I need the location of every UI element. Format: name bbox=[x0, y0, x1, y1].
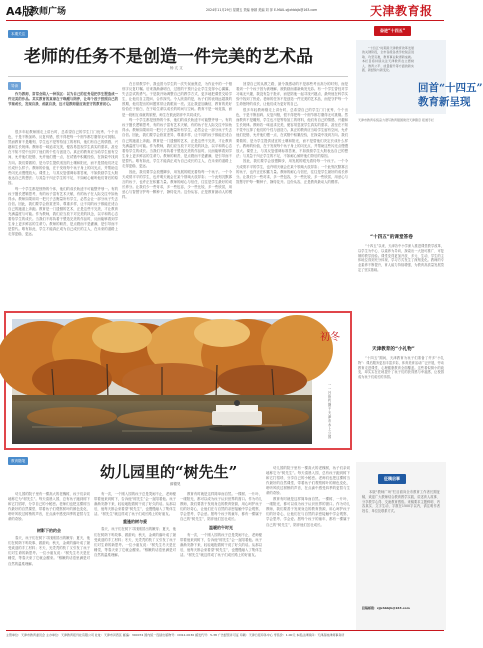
article2-subhead-1: 树影下的约会 bbox=[37, 528, 61, 534]
call-for-papers-contact: 投稿邮箱：zjjxhbbjb@163.com bbox=[362, 606, 410, 610]
article2-title: 幼儿园里的“树先生” bbox=[100, 463, 238, 481]
page-header bbox=[0, 0, 450, 22]
article1-column-2: 在日常教学中，我也曾为学生的一次失误而焦虑，为作业中的一个错别字反复叮嘱。后来我渐渐明白，过度的干预只会让学生变得小心翼翼，失去尝试的勇气。于是我开始调整自己的教学方式，更多地把课堂交给学生，让他们自主提问、合作探究。令人欣喜的是，孩子们的表现远超我的预期，他们提出的问题常常让我眼前一亮。这让我更加确信，教育的美好恰恰在于留白，在于给生命以成长的时间与空间。教育不是一场竞赛，而是一段相互成就的旅程，师生在彼此陪伴中共同成长。 每一个学生都是独特的个体，他们的成长轨迹不可能整齐划一。有的孩子擅长逻辑思考，有的孩子富有艺术天赋，有的孩子在人际交往中如鱼得水。教师如果用同一把尺子去衡量所有学生，必然会让一部分孩子失去自信。因此，我们要学会欣赏差异，尊重多样，让不同的孩子都能在适合自己的跑道上奔跑。教育是一门遗憾的艺术，正是这些不完美，才让教育充满温度与可能。作为教师，我们应当放下对完美的执念，以平和的心态看待学生的成长。当我们不再执着于塑造完美的作品时，反而能够看到学生身上更多鲜活的生命力。教师的职责，是点燃而不是灌满，是引导而不是替代。唯有如此，学生才能真正成为自己成长的主人，在未来的道路上走得更稳、更远。 因此，我们要学会放慢脚步，用发展的眼光看待每一个孩子。一个今天成绩平平的学生，也许明天就会在某个领域大放异彩；一个此刻沉默寡言的孩子，也许正在积蓄力量。教师的耐心与信任，往往是学生最好的成长养分。让我们少一些苛求，多一些包容，少一些比较，多一些欣赏，用爱心与智慧守护每一颗种子，静待花开。这份从容，正是教育最动人的模样。 bbox=[122, 82, 232, 200]
header-divider bbox=[6, 20, 444, 21]
section-name: 教师广场 bbox=[30, 7, 67, 17]
page-number: A4版 bbox=[6, 5, 34, 18]
sidebar-title-line-2: 教育新呈现 bbox=[418, 96, 471, 108]
sidebar-intro: “十四五”时期是天津教育改革发展的关键阶段，全市各级各类学校锐意进取、攻坚克难，教育事业取得新成就。本栏目将持续关注天津教育在立德树人、教育公平、质量提升等方面的新实践、新经验与新变化。 bbox=[362, 46, 414, 73]
article2-tag: 教育随笔 bbox=[8, 457, 28, 465]
article2-column-4: 幼儿园的院子里有一棵高大的老槐树，孩子们亲切地称它为“树先生”。每天清晨入园，总有孩子跑到树下和它打招呼，分享自己的小秘密。老师们也把这棵树当作最好的自然课堂，带着孩子们观察树叶的颜色变化、聆听风吹过树梢的声音，在点滴中感受四季的更替与生命的奇妙。 教育有时就是这样简单而自然。一棵树、一片叶、一缕阳光，都可以成为孩子认识世界的窗口。作为幼儿教师，我们要善于发现身边的教育资源，用心呵护孩子们的好奇心，让他们在与自然的亲密接触中学会观察、学会思考、学会爱。愿每个孩子的童年，都有一棵属于自己的“树先生”，陪伴他们茁壮成长。 bbox=[266, 466, 350, 527]
article2-column-1: 幼儿园的院子里有一棵高大的老槐树，孩子们亲切地称它为“树先生”。每天清晨入园，总有孩子跑到树下和它打招呼，分享自己的小秘密。老师们也把这棵树当作最好的自然课堂，带着孩子们观察树叶的颜色变化、聆听风吹过树梢的声音，在点滴中感受四季的更替与生命的奇妙。 树影下的约会 春天，孩子们在树下寻找刚冒出的嫩芽；夏天，他们在树荫下听故事、做游戏；秋天，金黄的落叶成了最受欢迎的手工材料；冬天，光秃秃的枝丫又引发了孩子们对生命的新思考。一位小朋友说：“树先生冬天是在睡觉，等春天来了它就会醒来。”稚嫩的话语里满是对自然的温柔理解。 bbox=[8, 492, 90, 566]
sidebar-item1-title: “十四五”的课堂答卷 bbox=[370, 235, 413, 240]
article1-divider bbox=[8, 76, 348, 77]
masthead-logo: 天津教育报 bbox=[370, 4, 433, 18]
article1-title: 老师的任务不是创造一件完美的艺术品 bbox=[24, 47, 313, 67]
footer-imprint: 主管单位：天津市教育委员会 主办单位：天津教育报刊社有限公司 社址：天津市河西区 邮编：300074 国内统一连续出版物号：CN12-0030 邮发代号：5-38 广告经营许可证 印刷：天津日报印务中心 零售价：1.00元 本报法律顾问：天津高地律师事务所 bbox=[6, 633, 345, 637]
sidebar bbox=[356, 24, 483, 624]
sidebar-item2-text: “十四五”期间，天津教育为孩子们准备了许多“小礼物”：课后服务更加丰富多彩，体育美育活动广泛开展，劳动教育走进课堂，心理健康教育全面覆盖。这些看似微小的改变，却实实在在地提升了孩子们的获得感与幸福感，让校园成为孩子们成长的乐园。 bbox=[358, 356, 444, 380]
call-for-papers-text: 本版“教师广场”栏目面向全市教育工作者长期征稿，欢迎广大教师结合教育教学实践，讲述育人故事、分享教学心得、交流教育感悟。来稿要求主题鲜明、内容真实、文字生动，字数在1500字以内，请注明作者姓名、单位及联系方式。 bbox=[362, 490, 440, 514]
sidebar-title-line-1: 回首“十四五” bbox=[418, 82, 483, 94]
article1-byline: 杨 亢 文 bbox=[170, 66, 183, 70]
article1-tag: 本期关注 bbox=[8, 30, 28, 38]
article1-column-3: 回望自己的从教之路，最令我感动的不是那些考出高分的时刻，而是看到一个个孩子因为被理解、被鼓励而重新焕发光彩。有一个学生曾经对学习毫无兴趣，我没有急于批评，而是陪他一起寻找兴趣点，最终他在科学实验中找到了热爱。老师的任务不是创造一件完美的艺术品，而是守护每一个生命独特的成长，让他们成为更好的自己。 很多年轻教师刚走上讲台时，总希望自己的学生门门优秀、个个出色，于是不断加码、反复纠错，恨不得把每一个细节都打磨得无可挑剔。然而教育不是雕刻，学生也不是等待加工的材料，他们有自己的情感、兴趣和生长规律。教师若一味追求完美，便容易忽视学生真实的需求，甚至在不知不觉中压抑了他们的个性与创造力。真正的教育应当给学生留有空间，允许他们犯错、允许他们慢一点，在试错中积累经验，在探索中找到方向。我们要做的，是为学生提供适宜的土壤和阳光，而不是替他们决定长成什么样子。教师的价值，在于发现每个孩子身上的闪光点，并帮助这些闪光点慢慢放大。课堂上，与其反复强调标准答案，不如鼓励学生大胆表达自己的想法；与其急于纠正学生的不足，不如耐心倾听他们背后的原因。 因此，我们要学会放慢脚步，用发展的眼光看待每一个孩子。一个今天成绩平平的学生，也许明天就会在某个领域大放异彩；一个此刻沉默寡言的孩子，也许正在积蓄力量。教师的耐心与信任，往往是学生最好的成长养分。让我们少一些苛求，多一些包容，少一些比较，多一些欣赏，用爱心与智慧守护每一颗种子，静待花开。这份从容，正是教育最动人的模样。 bbox=[236, 82, 348, 184]
photo-credit: 一一 吕欣竹 摄于天津市水上公园 bbox=[328, 383, 332, 439]
article2-column-3: 教育有时就是这样简单而自然。一棵树、一片叶、一缕阳光，都可以成为孩子认识世界的窗口。作为幼儿教师，我们要善于发现身边的教育资源，用心呵护孩子们的好奇心，让他们在与自然的亲密接触中学会观察、学会思考、学会爱。愿每个孩子的童年，都有一棵属于自己的“树先生”，陪伴他们茁壮成长。 温暖的午时光 有一次，一个刚入园的孩子总是哭闹不止，老师便带着他来到树下，告诉他“树先生”会一直陪着他。孩子渐渐安静下来，轻轻地抱着树干说了好久的话。从那以后，他每天都会来看望“树先生”，也慢慢融入了集体生活。“树先生”就这样成了孩子们成长路上的好朋友。 bbox=[180, 492, 262, 557]
article2-column-2: 有一次，一个刚入园的孩子总是哭闹不止，老师便带着他来到树下，告诉他“树先生”会一直陪着他。孩子渐渐安静下来，轻轻地抱着树干说了好久的话。从那以后，他每天都会来看望“树先生”，也慢慢融入了集体生活。“树先生”就这样成了孩子们成长路上的好朋友。 重逢的树与爱 春天，孩子们在树下寻找刚冒出的嫩芽；夏天，他们在树荫下听故事、做游戏；秋天，金黄的落叶成了最受欢迎的手工材料；冬天，光秃秃的枝丫又引发了孩子们对生命的新思考。一位小朋友说：“树先生冬天是在睡觉，等春天来了它就会醒来。”稚嫩的话语里满是对自然的温柔理解。 bbox=[94, 492, 176, 557]
footer-divider bbox=[6, 630, 444, 631]
article1-lead-tag: 导读 bbox=[8, 82, 21, 90]
sidebar-item1-text: “十四五”以来，天津各中小学深入推进课堂教学改革，以学生为中心、以素养为导向，探索出一大批可推广、可复制的教学经验。课堂变得更加开放、多元、生动，学生的主体地位得到充分体现，学习方式发生了深刻变化。教师的专业素养不断提升，育人能力持续增强，为教育高质量发展奠定了坚实基础。 bbox=[358, 244, 444, 272]
header-info: 2024年11月29日 星期五 责编 徐颖 美编 刘 萍 E-MAIL:zjjxhbbjb@163.com bbox=[206, 8, 318, 12]
sidebar-box-2 bbox=[356, 462, 446, 630]
article2-byline: 薛德昊 bbox=[170, 482, 181, 486]
autumn-lake-photo bbox=[12, 319, 312, 444]
sidebar-note: 天津市教育系统奋力谱写教育强国建设天津篇章 报道专栏 bbox=[358, 118, 434, 122]
sidebar-item2-title: 天津教育的“小礼物” bbox=[372, 347, 415, 352]
article1-column-1: 很多年轻教师刚走上讲台时，总希望自己的学生门门优秀、个个出色，于是不断加码、反复纠错，恨不得把每一个细节都打磨得无可挑剔。然而教育不是雕刻，学生也不是等待加工的材料，他们有自己的情感、兴趣和生长规律。教师若一味追求完美，便容易忽视学生真实的需求，甚至在不知不觉中压抑了他们的个性与创造力。真正的教育应当给学生留有空间，允许他们犯错、允许他们慢一点，在试错中积累经验，在探索中找到方向。我们要做的，是为学生提供适宜的土壤和阳光，而不是替他们决定长成什么样子。教师的价值，在于发现每个孩子身上的闪光点，并帮助这些闪光点慢慢放大。课堂上，与其反复强调标准答案，不如鼓励学生大胆表达自己的想法；与其急于纠正学生的不足，不如耐心倾听他们背后的原因。 每一个学生都是独特的个体，他们的成长轨迹不可能整齐划一。有的孩子擅长逻辑思考，有的孩子富有艺术天赋，有的孩子在人际交往中如鱼得水。教师如果用同一把尺子去衡量所有学生，必然会让一部分孩子失去自信。因此，我们要学会欣赏差异，尊重多样，让不同的孩子都能在适合自己的跑道上奔跑。教育是一门遗憾的艺术，正是这些不完美，才让教育充满温度与可能。作为教师，我们应当放下对完美的执念，以平和的心态看待学生的成长。当我们不再执着于塑造完美的作品时，反而能够看到学生身上更多鲜活的生命力。教师的职责，是点燃而不是灌满，是引导而不是替代。唯有如此，学生才能真正成为自己成长的主人，在未来的道路上走得更稳、更远。 bbox=[8, 130, 118, 237]
photo-frame bbox=[4, 311, 352, 450]
sidebar-promo-tag: 奋进“十四五” bbox=[374, 26, 411, 36]
article1-lead: 作为教师，常常会陷入一种误区：以为自己的任务是把学生塑造成一件完美的作品。其实教育的真谛在于唤醒与陪伴，让每个孩子按照自己的节奏成长，发现自我、成就自我，这才是教师最应该坚守的教育初心。 bbox=[8, 92, 118, 107]
call-for-papers-tag: 征稿启事 bbox=[378, 474, 406, 484]
article2-subhead-3: 温暖的午时光 bbox=[209, 524, 233, 530]
article2-subhead-2: 重逢的树与爱 bbox=[123, 519, 147, 525]
photo-title: 初冬 bbox=[320, 332, 340, 343]
